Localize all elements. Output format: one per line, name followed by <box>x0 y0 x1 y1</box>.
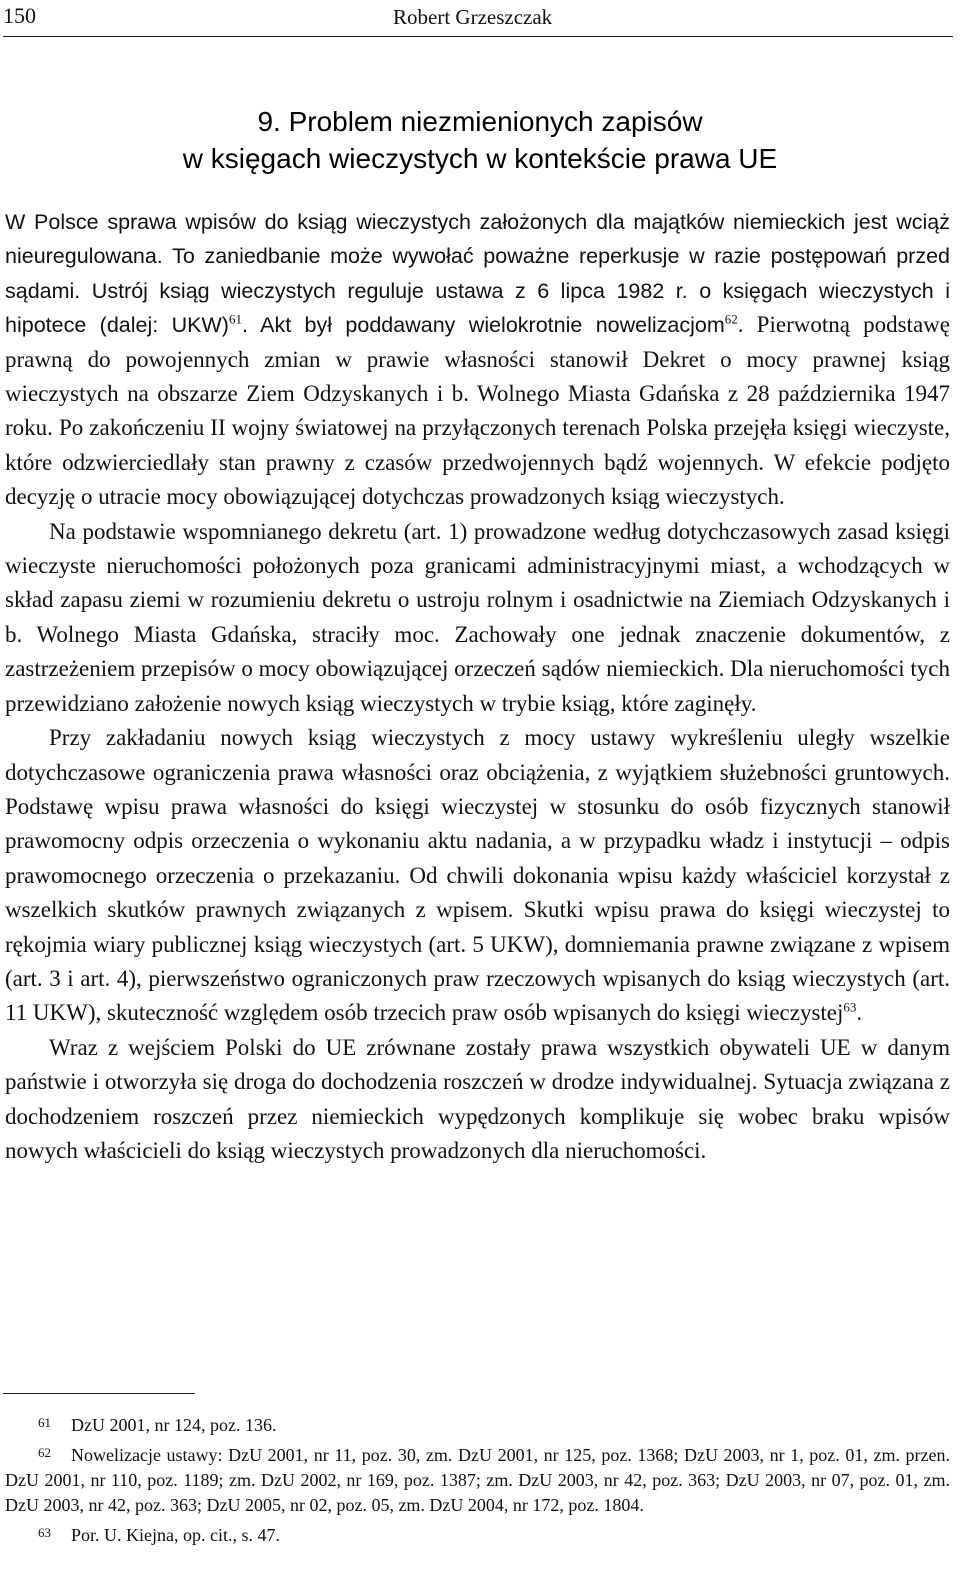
paragraph-1-part-a: W Polsce sprawa wpisów do ksiąg wieczystych założonych dla majątków niemieckich jest wciąż nieuregulowana. To zaniedbanie może wywołać poważne reperkusje w razie postępowań przed sądami. Ustrój ksiąg wieczystych reguluje ustawa z 6 lipca 1982 r. o księgach wieczystych i hipotece (dalej: UKW) <box>5 210 950 338</box>
paragraph-3-part-a: Przy zakładaniu nowych ksiąg wieczystych z mocy ustawy wykreśleniu uległy wszelkie dotychczasowe ograniczenia prawa własności oraz obciążenia, z wyjątkiem służebności gruntowych. Podstawę wpisu prawa własności do księgi wieczystej w stosunku do osób fizycznych stanowił prawomocny odpis orzeczenia o wykonaniu aktu nadania, a w przypadku władz i instytucji – odpis prawomocnego orzeczenia o przekazaniu. Od chwili dokonania wpisu każdy właściciel korzystał z wszelkich skutków prawnych związanych z wpisem. Skutki wpisu prawa do księgi wieczystej to rękojmia wiary publicznej ksiąg wieczystych (art. 5 UKW), domniemania prawne związane z wpisem (art. 3 i art. 4), pierwszeństwo ograniczonych praw rzeczowych wpisanych do ksiąg wieczystych (art. 11 UKW), skuteczność względem osób trzecich praw osób wpisanych do księgi wieczystej <box>5 725 950 1026</box>
paragraph-4: Wraz z wejściem Polski do UE zrównane zostały prawa wszystkich obywateli UE w danym państwie i otworzyła się droga do dochodzenia roszczeń w drodze indywidualnej. Sytuacja związana z dochodzeniem roszczeń przez niemieckich wypędzonych komplikuje się wobec braku wpisów nowych właścicieli do ksiąg wieczystych prowadzonych dla nieruchomości. <box>5 1034 950 1163</box>
footnote-ref-62[interactable]: 62 <box>724 311 738 327</box>
footnote-number: 63 <box>38 1525 51 1540</box>
page-number: 150 <box>3 3 36 28</box>
header-rule <box>3 36 953 37</box>
section-title <box>0 103 960 177</box>
footnote-number: 62 <box>38 1445 51 1460</box>
footnote-ref-61[interactable]: 61 <box>228 311 242 327</box>
paragraph-3-part-b: . <box>856 1000 863 1026</box>
footnote-text: Por. U. Kiejna, op. cit., s. 47. <box>71 1525 280 1545</box>
running-header <box>3 0 953 32</box>
footnote-text: Nowelizacje ustawy: DzU 2001, nr 11, poz. 30, zm. DzU 2001, nr 125, poz. 1368; DzU 2003, nr 1, poz. 01, zm. przen. DzU 2001, nr 110, poz. 1189; zm. DzU 2002, nr 169, poz. 1387; zm. DzU 2003, nr 42, poz. 363; DzU 2003, nr 07, poz. 01, zm. DzU 2003, nr 42, poz. 363; DzU 2005, nr 02, poz. 05, zm. DzU 2004, nr 172, poz. 1804. <box>5 1445 950 1515</box>
paragraph-2: Na podstawie wspomnianego dekretu (art. 1) prowadzone według dotychczasowych zasad księgi wieczyste nieruchomości położonych poza granicami administracyjnymi miast, a wchodzących w skład zapasu ziemi w rozumieniu dekretu o ustroju rolnym i osadnictwie na Ziemiach Odzyskanych i b. Wolnego Miasta Gdańska, straciły moc. Zachowały one jednak znaczenie dokumentów, z zastrzeżeniem przepisów o mocy obowiązującej orzeczeń sądów niemieckich. Dla nieruchomości tych przewidziano założenie nowych ksiąg wieczystych w trybie ksiąg, które zaginęły. <box>5 518 950 716</box>
footnote-number: 61 <box>38 1415 51 1430</box>
footnotes <box>5 1410 950 1550</box>
paragraph-1-part-c: . Pierwotną podstawę prawną do powojennych zmian w prawie własności stanowił Dekret o mocy prawnej ksiąg wieczystych na obszarze Ziem Odzyskanych i b. Wolnego Miasta Gdańska z 28 października 1947 roku. Po zakończeniu II wojny światowej na przyłączonych terenach Polska przejęła księgi wieczyste, które odzwierciedlały stan prawny z czasów przedwojennych bądź wojennych. W efekcie podjęto decyzję o utracie mocy obowiązującej dotychczas prowadzonych ksiąg wieczystych. <box>5 312 950 510</box>
section-title-line-2: w księgach wieczystych w kontekście prawa UE <box>182 143 778 174</box>
footnote-text: DzU 2001, nr 124, poz. 136. <box>71 1415 277 1435</box>
footnote-ref-63[interactable]: 63 <box>843 999 857 1015</box>
paragraph-3 <box>5 721 950 1031</box>
body-text <box>5 205 950 1168</box>
footnote-61 <box>5 1410 950 1438</box>
running-header-author: Robert Grzeszczak <box>393 5 553 29</box>
footnote-separator <box>3 1393 195 1394</box>
paragraph-1 <box>5 205 950 515</box>
section-title-line-1: 9. Problem niezmienionych zapisów <box>257 106 703 137</box>
footnote-63 <box>5 1520 950 1548</box>
footnote-62 <box>5 1440 950 1518</box>
paragraph-1-part-b: . Akt był poddawany wielokrotnie nowelizacjom <box>241 313 725 338</box>
